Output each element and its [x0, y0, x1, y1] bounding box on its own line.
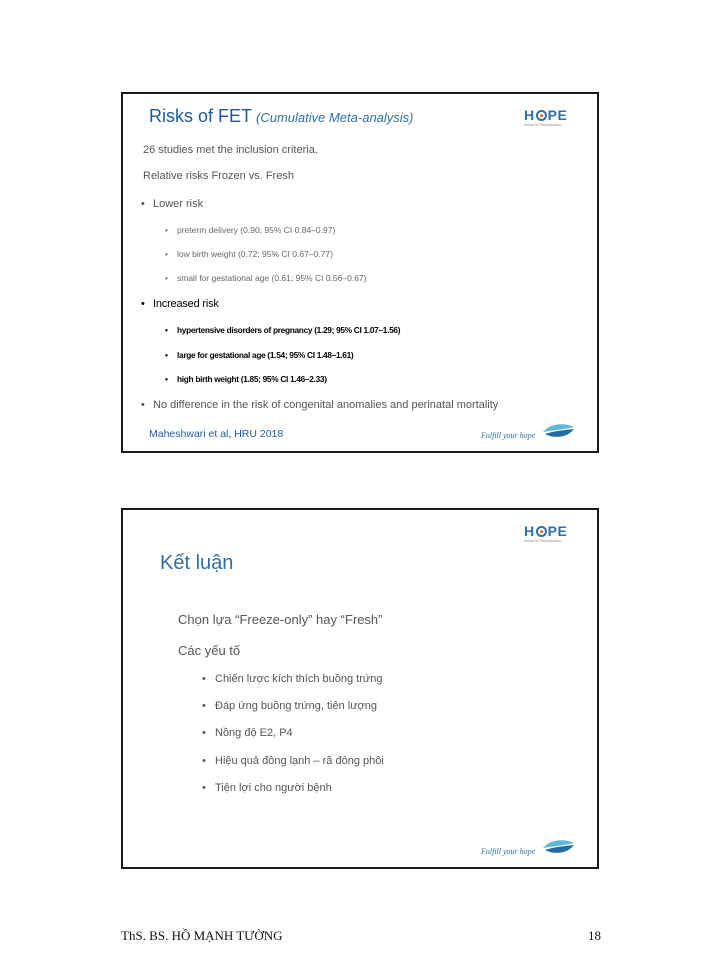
logo-subtext: House for Reproduction [524, 539, 561, 543]
relative-risks-line: Relative risks Frozen vs. Fresh [143, 170, 294, 182]
list-item: • preterm delivery (0.90; 95% CI 0.84–0.97) [165, 225, 336, 235]
list-item: • large for gestational age (1.54; 95% CI 1.48–1.61) [165, 350, 354, 360]
list-item: • Tiện lợi cho người bệnh [202, 782, 332, 794]
choice-line: Chọn lựa “Freeze-only” hay “Fresh” [178, 612, 383, 627]
list-item: • Nồng độ E2, P4 [202, 727, 293, 739]
tagline: Fulfill your hope [481, 431, 536, 440]
tagline: Fulfill your hope [481, 847, 536, 856]
list-item: • Đáp ứng buồng trứng, tiên lượng [202, 700, 378, 712]
list-item: • low birth weight (0.72; 95% CI 0.67–0.77) [165, 249, 333, 259]
list-item: • small for gestational age (0.61; 95% CI 0.56–0.67) [165, 273, 367, 283]
footer-author: ThS. BS. HỒ MẠNH TƯỜNG [121, 928, 283, 943]
factors-line: Các yếu tố [178, 643, 241, 658]
leaf-logo-icon [541, 422, 575, 440]
page-number: 18 [588, 928, 601, 943]
increased-risk-heading: • Increased risk [141, 298, 219, 310]
title-subtitle: (Cumulative Meta-analysis) [256, 110, 414, 125]
list-item: • Hiệu quả đông lạnh – rã đông phôi [202, 755, 384, 767]
hope-logo: H PE House for Reproduction [524, 107, 568, 127]
reference-citation: Maheshwari et al, HRU 2018 [149, 428, 284, 440]
title-main: Risks of FET [149, 106, 253, 126]
list-item: • Chiến lược kích thích buồng trứng [202, 673, 383, 685]
slide-conclusion [121, 508, 599, 869]
slide-title [149, 106, 414, 127]
no-difference-item: • No difference in the risk of congenital anomalies and perinatal mortality [141, 399, 499, 411]
slide-title: Kết luận [160, 552, 234, 574]
hope-logo: H PE House for Reproduction [524, 523, 568, 543]
lower-risk-heading: • Lower risk [141, 198, 204, 210]
studies-line: 26 studies met the inclusion criteria. [143, 144, 318, 156]
logo-subtext: House for Reproduction [524, 123, 561, 127]
leaf-logo-icon [541, 838, 575, 856]
list-item: • high birth weight (1.85; 95% CI 1.46–2.33) [165, 374, 327, 384]
slide-risks-of-fet [121, 92, 599, 453]
list-item: • hypertensive disorders of pregnancy (1.29; 95% CI 1.07–1.56) [165, 325, 401, 335]
